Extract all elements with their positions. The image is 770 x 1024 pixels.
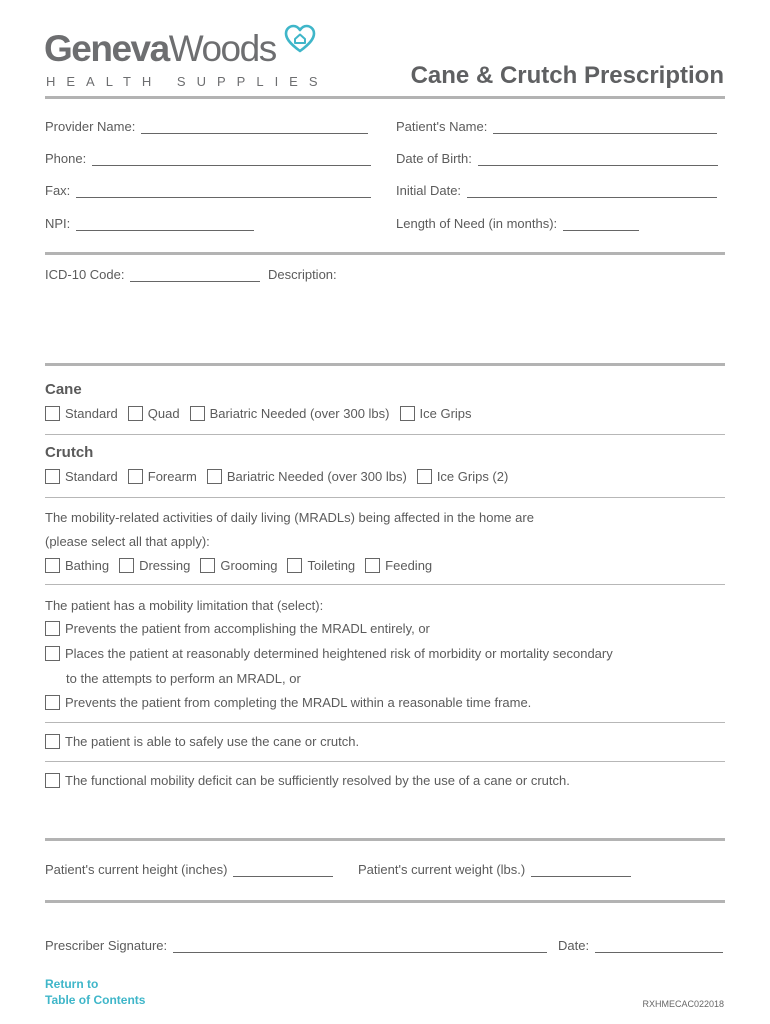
limitation-intro: The patient has a mobility limitation that (select): <box>45 598 324 613</box>
cane-ice-grips-label: Ice Grips <box>419 406 472 421</box>
phone-label: Phone: <box>45 151 87 166</box>
length-of-need-input[interactable] <box>563 218 639 231</box>
date-label: Date: <box>558 938 590 953</box>
cane-standard-checkbox[interactable] <box>45 406 60 421</box>
cane-ice-grips-checkbox[interactable] <box>400 406 415 421</box>
crutch-ice-grips-label: Ice Grips (2) <box>436 469 509 484</box>
date-field[interactable] <box>558 938 723 953</box>
mradl-options <box>45 558 432 573</box>
phone-field[interactable] <box>45 151 371 166</box>
feeding-checkbox[interactable] <box>365 558 380 573</box>
safe-use-checkbox[interactable] <box>45 734 60 749</box>
height-field[interactable] <box>45 862 333 877</box>
cane-heading: Cane <box>45 381 82 398</box>
description-label: Description: <box>268 267 337 282</box>
divider <box>45 584 725 585</box>
limitation-timeframe-label: Prevents the patient from completing the MRADL within a reasonable time frame. <box>65 695 532 710</box>
heart-house-icon <box>284 24 316 54</box>
header-divider <box>45 96 725 99</box>
fax-field[interactable] <box>45 183 371 198</box>
signature-field[interactable] <box>45 938 547 953</box>
initial-date-label: Initial Date: <box>396 183 462 198</box>
safe-use-label: The patient is able to safely use the cane or crutch. <box>65 734 360 749</box>
brand-name-bold: Geneva <box>44 28 169 69</box>
section-divider <box>45 252 725 255</box>
initial-date-input[interactable] <box>467 185 717 198</box>
crutch-heading: Crutch <box>45 444 94 461</box>
form-title: Cane & Crutch Prescription <box>410 62 724 89</box>
section-divider <box>45 900 725 903</box>
limitation-entirely-checkbox[interactable] <box>45 621 60 636</box>
dressing-label: Dressing <box>139 558 191 573</box>
weight-label: Patient's current weight (lbs.) <box>358 862 526 877</box>
limitation-risk-label-cont: to the attempts to perform an MRADL, or <box>66 671 301 686</box>
crutch-forearm-checkbox[interactable] <box>128 469 143 484</box>
weight-field[interactable] <box>358 862 631 877</box>
crutch-ice-grips-checkbox[interactable] <box>417 469 432 484</box>
crutch-standard-checkbox[interactable] <box>45 469 60 484</box>
toileting-checkbox[interactable] <box>287 558 302 573</box>
npi-input[interactable] <box>76 218 254 231</box>
divider <box>45 722 725 723</box>
initial-date-field[interactable] <box>396 183 717 198</box>
functional-label: The functional mobility deficit can be sufficiently resolved by the use of a cane or crutch. <box>65 773 570 788</box>
form-code: RXHMECAC022018 <box>642 999 724 1009</box>
toileting-label: Toileting <box>307 558 356 573</box>
icd10-input[interactable] <box>130 269 260 282</box>
height-input[interactable] <box>233 864 333 877</box>
date-input[interactable] <box>595 940 723 953</box>
signature-label: Prescriber Signature: <box>45 938 168 953</box>
limitation-option-1 <box>45 621 430 636</box>
limitation-entirely-label: Prevents the patient from accomplishing the MRADL entirely, or <box>65 621 430 636</box>
length-of-need-field[interactable] <box>396 216 639 231</box>
divider <box>45 434 725 435</box>
grooming-checkbox[interactable] <box>200 558 215 573</box>
patient-name-label: Patient's Name: <box>396 119 488 134</box>
npi-label: NPI: <box>45 216 71 231</box>
bathing-label: Bathing <box>65 558 110 573</box>
crutch-standard-label: Standard <box>65 469 118 484</box>
provider-name-field[interactable] <box>45 119 368 134</box>
feeding-label: Feeding <box>385 558 433 573</box>
brand-tagline: HEALTH SUPPLIES <box>46 74 329 89</box>
limitation-option-3 <box>45 695 531 710</box>
cane-quad-label: Quad <box>147 406 180 421</box>
npi-field[interactable] <box>45 216 254 231</box>
weight-input[interactable] <box>531 864 631 877</box>
limitation-risk-checkbox[interactable] <box>45 646 60 661</box>
phone-input[interactable] <box>92 153 371 166</box>
cane-options <box>45 406 472 421</box>
functional-checkbox[interactable] <box>45 773 60 788</box>
divider <box>45 497 725 498</box>
brand-name-light: Woods <box>168 28 276 69</box>
cane-quad-checkbox[interactable] <box>128 406 143 421</box>
limitation-timeframe-checkbox[interactable] <box>45 695 60 710</box>
dob-input[interactable] <box>478 153 718 166</box>
length-of-need-label: Length of Need (in months): <box>396 216 558 231</box>
divider <box>45 761 725 762</box>
limitation-option-2 <box>45 646 613 661</box>
fax-input[interactable] <box>76 185 371 198</box>
icd10-label: ICD-10 Code: <box>45 267 125 282</box>
mradl-intro-line1: The mobility-related activities of daily living (MRADLs) being affected in the home are <box>45 510 534 525</box>
dressing-checkbox[interactable] <box>119 558 134 573</box>
crutch-bariatric-checkbox[interactable] <box>207 469 222 484</box>
functional-row <box>45 773 570 788</box>
icd10-field[interactable] <box>45 267 260 282</box>
fax-label: Fax: <box>45 183 71 198</box>
dob-field[interactable] <box>396 151 718 166</box>
provider-name-input[interactable] <box>141 121 368 134</box>
patient-name-input[interactable] <box>493 121 717 134</box>
signature-input[interactable] <box>173 940 547 953</box>
cane-bariatric-label: Bariatric Needed (over 300 lbs) <box>209 406 390 421</box>
cane-bariatric-checkbox[interactable] <box>190 406 205 421</box>
patient-name-field[interactable] <box>396 119 717 134</box>
crutch-options <box>45 469 508 484</box>
section-divider <box>45 838 725 841</box>
brand-logo <box>44 30 276 67</box>
return-link-line1: Return to <box>45 977 99 991</box>
cane-standard-label: Standard <box>65 406 118 421</box>
mradl-intro-line2: (please select all that apply): <box>45 534 210 549</box>
provider-name-label: Provider Name: <box>45 119 136 134</box>
grooming-label: Grooming <box>220 558 278 573</box>
limitation-risk-label: Places the patient at reasonably determined heightened risk of morbidity or mortality secondary <box>65 646 613 661</box>
crutch-bariatric-label: Bariatric Needed (over 300 lbs) <box>226 469 407 484</box>
crutch-forearm-label: Forearm <box>147 469 197 484</box>
section-divider <box>45 363 725 366</box>
return-to-toc-link[interactable] <box>45 976 145 1008</box>
bathing-checkbox[interactable] <box>45 558 60 573</box>
return-link-line2: Table of Contents <box>45 993 146 1007</box>
height-label: Patient's current height (inches) <box>45 862 228 877</box>
safe-use-row <box>45 734 359 749</box>
dob-label: Date of Birth: <box>396 151 472 166</box>
